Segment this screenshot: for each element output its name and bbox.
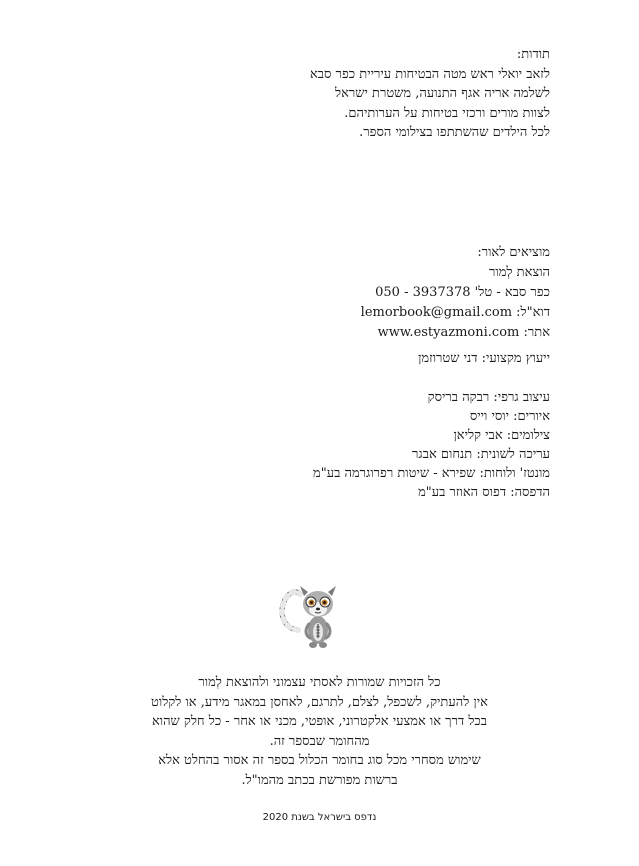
lemur-mascot-icon (276, 580, 356, 650)
publisher-email-row (361, 303, 550, 323)
acknowledgement-line: לזאב יואלי ראש מטה הבטיחות עיריית כפר סבא (309, 66, 550, 82)
credit-line: הדפסה: דפוס האוזר בע"מ (418, 485, 550, 500)
publisher-phone: כפר סבא - טל' 3937378 - 050 (375, 285, 550, 300)
copyright-line: ברשות מפורשת בכתב מהמו"ל. (241, 772, 398, 788)
publisher-email-label: דוא"ל: (516, 305, 550, 320)
credit-line: מונטז' ולוחות: שפירא - שיטות רפרוגרמה בע"מ (313, 466, 550, 481)
printed-in-israel-note: נדפס בישראל בשנת 2020 (262, 812, 377, 823)
acknowledgements-heading: תודות: (516, 47, 550, 62)
acknowledgement-line: לכל הילדים שהשתתפו בצילומי הספר. (359, 125, 550, 140)
credit-line: צילומים: אבי קליאן (453, 428, 550, 443)
copyright-line: בכל דרך או אמצעי אלקטרוני, אופטי, מכני או אחר - כל חלק שהוא (151, 714, 488, 729)
copyright-line: כל הזכויות שמורות לאסתי עצמוני ולהוצאת לְמור (198, 675, 441, 690)
credit-line: עריכה לשונית: תנחום אבגר (412, 447, 550, 462)
publisher-heading: מוציאים לאור: (477, 245, 550, 260)
copyright-line: שימוש מסחרי מכל סוג בחומר הכלול בספר זה אסור בהחלט אלא (158, 753, 481, 768)
consultant-credit (418, 349, 550, 369)
publisher-site-row (361, 323, 550, 343)
publisher-site: www.estyazmoni.com (377, 325, 520, 340)
copyright-line: אין להעתיק, לשכפל, לצלם, לתרגם, לאחסן במאגר מידע, או לקלוט (151, 694, 488, 710)
copyright-notice (0, 673, 639, 790)
publisher-name: הוצאת לְמור (489, 265, 550, 280)
copyright-line: מהחומר שבספר זה. (269, 733, 370, 749)
credit-line: איורים: יוסי וייס (469, 409, 550, 424)
acknowledgement-line: לצוות מורים ורכזי בטיחות על הערותיהם. (344, 105, 550, 121)
publisher-email: lemorbook@gmail.com (360, 305, 513, 320)
consultant-line: ייעוץ מקצועי: דני שטרוזמן (418, 351, 550, 366)
credit-line: עיצוב גרפי: רבקה בריסק (427, 390, 550, 405)
acknowledgements-section (310, 45, 550, 143)
publisher-section (361, 243, 550, 343)
production-credits (313, 388, 550, 502)
publisher-site-label: אתר: (523, 325, 550, 340)
acknowledgement-line: לשלמה אריה אגף התנועה, משטרת ישראל (335, 86, 550, 101)
